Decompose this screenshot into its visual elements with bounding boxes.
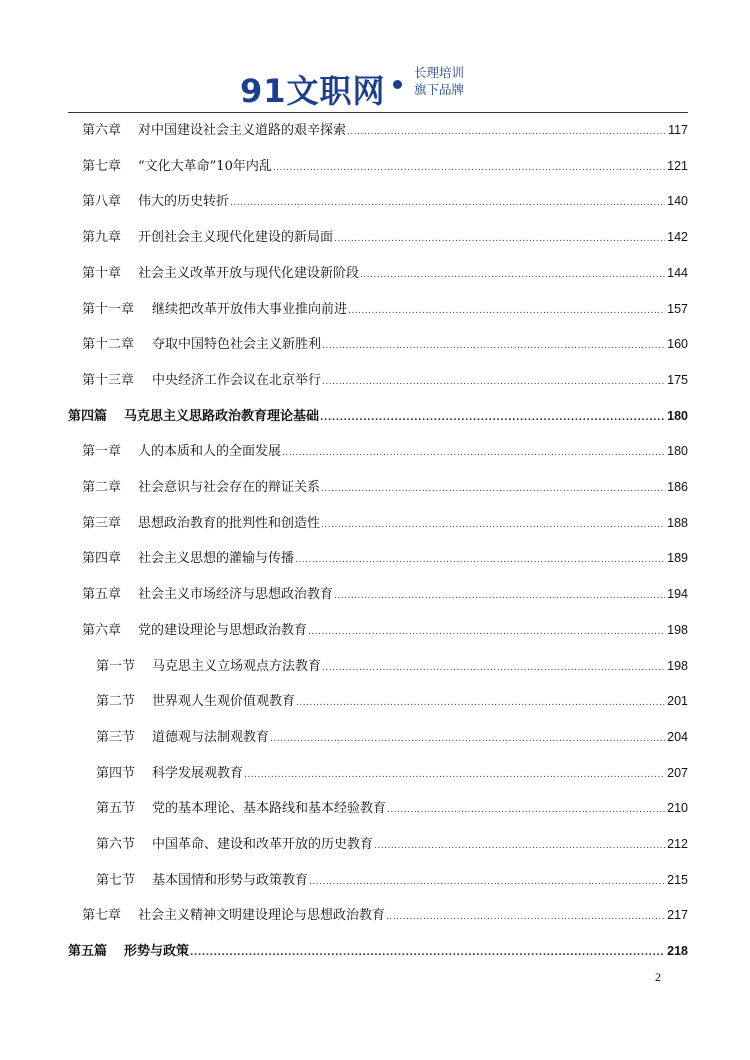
toc-leader-dots [387,805,665,815]
toc-entry[interactable] [0,904,750,924]
toc-entry-title: 社会主义思想的灌输与传播 [138,551,295,567]
toc-entry[interactable] [0,762,750,782]
toc-leader-dots [295,555,665,565]
toc-page-number: 160 [667,337,688,352]
toc-chapter-number: 第三节 [96,729,136,745]
toc-chapter-number: 第二节 [96,694,136,710]
toc-chapter-number: 第三章 [82,515,122,531]
toc-chapter-number: 第五章 [82,587,122,603]
toc-entry[interactable] [0,476,750,496]
toc-entry-title: 人的本质和人的全面发展 [138,444,282,460]
toc-leader-dots [360,270,665,280]
toc-chapter-number: 第二章 [82,480,122,495]
toc-entry-title: 党的基本理论、基本路线和基本经验教育 [152,801,387,817]
toc-chapter-number: 第一节 [96,658,136,674]
toc-page-number: 186 [667,480,688,494]
toc-chapter-number: 第八章 [82,194,122,210]
toc-entry[interactable] [0,190,750,210]
toc-entry[interactable] [0,655,750,675]
toc-entry-title: 中央经济工作会议在北京举行 [152,372,322,388]
toc-entry-title: 伟大的历史转折 [138,194,230,210]
toc-entry-title: 世界观人生观价值观教育 [152,694,296,710]
toc-entry-title: 形势与政策 [124,944,190,960]
toc-leader-dots [190,948,665,958]
toc-entry-title: 继续把改革开放伟大事业推向前进 [152,301,348,317]
toc-leader-dots [348,306,665,316]
toc-entry[interactable] [0,797,750,817]
toc-entry[interactable] [0,369,750,389]
toc-leader-dots [334,591,665,601]
page-number: 2 [655,970,661,984]
toc-chapter-number: 第六章 [82,622,122,638]
toc-chapter-number: 第四节 [96,765,136,781]
toc-leader-dots [230,198,665,208]
toc-leader-dots [334,234,665,244]
toc-chapter-number: 第四篇 [68,408,108,424]
toc-page-number: 207 [667,765,688,780]
toc-entry[interactable] [0,298,750,318]
toc-leader-dots [322,663,665,673]
toc-entry-title: 中国革命、建设和改革开放的历史教育 [152,837,374,852]
toc-entry[interactable] [0,155,750,175]
toc-leader-dots [309,877,665,887]
toc-page-number: 121 [667,158,688,173]
toc-leader-dots [282,448,665,458]
toc-entry-title: 道德观与法制观教育 [152,729,270,745]
toc-leader-dots [244,770,665,780]
toc-leader-dots [321,484,665,494]
brand-logo: 91文职网 [240,72,386,110]
toc-entry-title: 开创社会主义现代化建设的新局面 [138,230,334,246]
toc-chapter-number: 第六节 [96,837,136,852]
toc-entry[interactable] [0,440,750,460]
page-header [0,58,750,110]
toc-entry[interactable] [0,119,750,139]
toc-entry-title: 社会主义市场经济与思想政治教育 [138,587,334,603]
toc-leader-dots [374,841,665,851]
toc-leader-dots [386,912,665,922]
toc-page-number: 175 [667,372,688,387]
toc-page-number: 180 [667,408,688,423]
toc-entry-title: 社会主义改革开放与现代化建设新阶段 [138,265,360,281]
toc-chapter-number: 第七章 [82,158,122,174]
toc-entry[interactable] [0,405,750,425]
toc-page-number: 204 [667,729,688,744]
toc-page-number: 188 [667,515,688,530]
header-divider [68,112,688,113]
toc-leader-dots [347,127,666,137]
toc-page-number: 189 [667,551,688,566]
toc-entry-title: 马克思主义立场观点方法教育 [152,658,322,674]
toc-entry-title: 科学发展观教育 [152,765,244,781]
toc-chapter-number: 第九章 [82,230,122,246]
toc-entry[interactable] [0,583,750,603]
toc-entry-title: 对中国建设社会主义道路的艰辛探索 [138,123,347,138]
toc-entry[interactable] [0,726,750,746]
logo-dot-icon [393,80,402,89]
toc-entry[interactable] [0,333,750,353]
toc-entry[interactable] [0,619,750,639]
toc-chapter-number: 第五节 [96,801,136,817]
toc-page-number: 140 [667,194,688,209]
toc-entry-title: “文化大革命”10年内乱 [138,158,272,174]
toc-chapter-number: 第六章 [82,123,122,138]
toc-entry-title: 夺取中国特色社会主义新胜利 [152,337,322,353]
toc-page-number: 215 [667,872,688,887]
toc-chapter-number: 第七节 [96,872,136,888]
toc-chapter-number: 第十一章 [82,301,135,317]
toc-chapter-number: 第一章 [82,444,122,460]
toc-chapter-number: 第十三章 [82,372,135,388]
toc-page-number: 180 [667,444,688,459]
toc-page-number: 212 [667,837,688,851]
toc-page-number: 142 [667,230,688,245]
toc-leader-dots [308,627,665,637]
toc-page-number: 144 [667,265,688,280]
toc-leader-dots [320,413,665,423]
toc-page-number: 210 [667,801,688,816]
toc-leader-dots [321,520,665,530]
toc-page-number: 117 [668,123,688,137]
toc-page-number: 157 [667,301,688,316]
toc-chapter-number: 第四章 [82,551,122,567]
toc-chapter-number: 第七章 [82,908,122,924]
toc-entry[interactable] [0,690,750,710]
toc-entry[interactable] [0,869,750,889]
toc-entry-title: 思想政治教育的批判性和创造性 [138,515,321,531]
toc-page-number: 217 [667,908,688,923]
toc-entry[interactable] [0,547,750,567]
toc-chapter-number: 第十章 [82,265,122,281]
toc-page-number: 198 [667,658,688,673]
toc-page-number: 194 [667,587,688,602]
toc-entry[interactable] [0,512,750,532]
brand-subtitle-line2: 旗下品牌 [414,82,465,97]
toc-entry-title: 马克思主义思路政治教育理论基础 [124,408,320,424]
toc-entry-title: 基本国情和形势与政策教育 [152,872,309,888]
toc-page-number: 201 [667,694,688,709]
toc-entry[interactable] [0,226,750,246]
toc-page-number: 218 [667,944,688,959]
toc-leader-dots [273,163,665,173]
brand-subtitle-line1: 长理培训 [414,65,465,80]
toc-entry-title: 社会意识与社会存在的辩证关系 [138,480,321,495]
toc-chapter-number: 第五篇 [68,944,108,960]
toc-leader-dots [322,341,665,351]
toc-leader-dots [296,698,665,708]
toc-leader-dots [270,734,665,744]
toc-entry-title: 社会主义精神文明建设理论与思想政治教育 [138,908,386,924]
toc-chapter-number: 第十二章 [82,337,135,353]
toc-entry[interactable] [0,940,750,960]
toc-leader-dots [322,377,665,387]
toc-page-number: 198 [667,622,688,637]
toc-entry[interactable] [0,833,750,853]
toc-entry[interactable] [0,262,750,282]
brand-subtitle [414,64,464,98]
toc-entry-title: 党的建设理论与思想政治教育 [138,622,308,638]
